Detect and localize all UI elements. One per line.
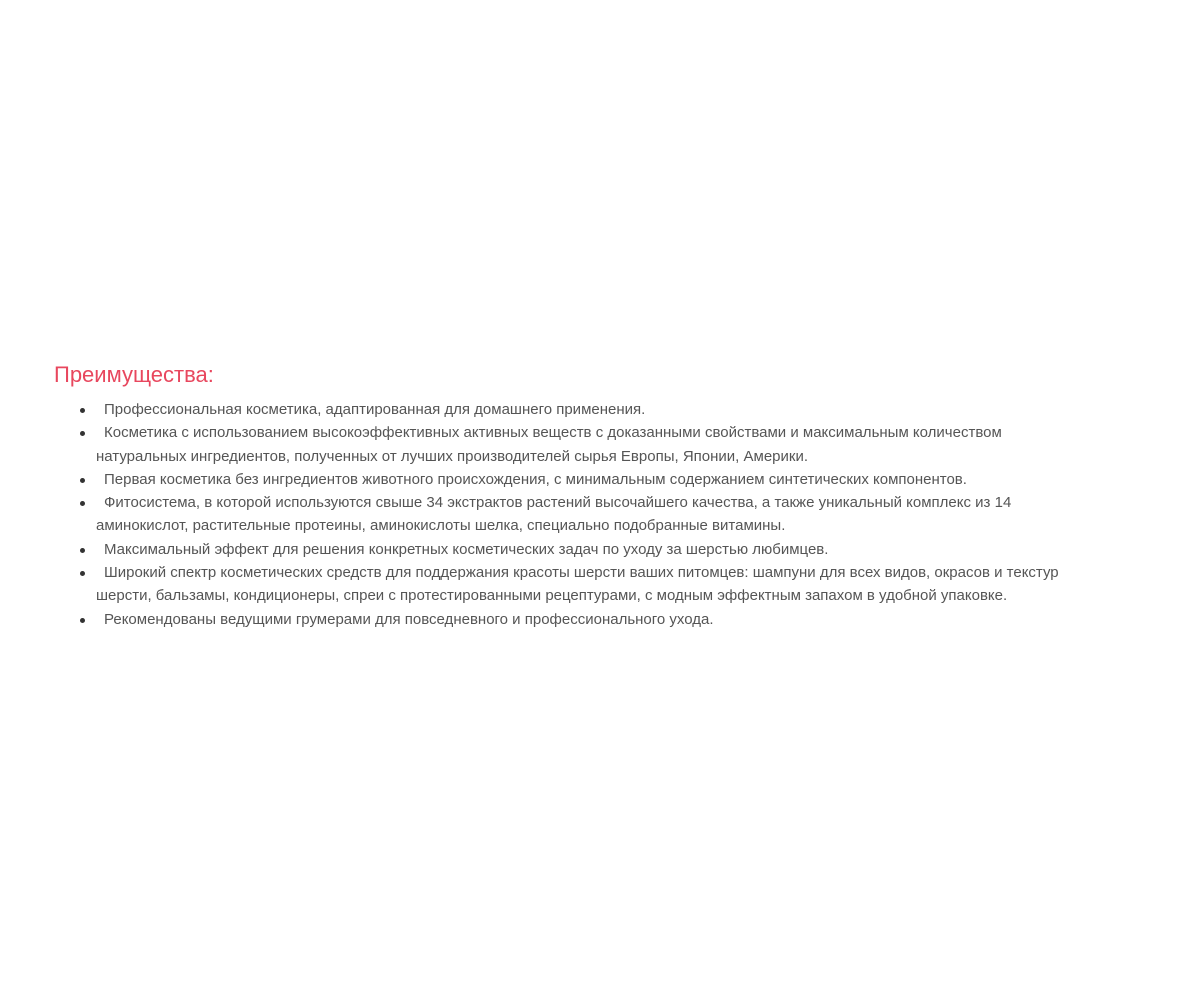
bullet-icon bbox=[80, 478, 85, 483]
section-heading: Преимущества: bbox=[54, 362, 214, 387]
list-item-text: Профессиональная косметика, адаптированная для домашнего применения. bbox=[104, 401, 646, 418]
bullet-icon bbox=[80, 431, 85, 436]
list-item-text: Широкий спектр косметических средств для поддержания красоты шерсти ваших питомцев: шампуни для всех видов, окрасов и текстур шерсти, бальзамы, кондиционеры, спреи с протестированными рецептурами, с модным эффектным запахом в удобной упаковке. bbox=[96, 564, 1059, 605]
list-item bbox=[96, 398, 1094, 421]
list-item bbox=[96, 421, 1094, 468]
list-item-text: Первая косметика без ингредиентов животного происхождения, с минимальным содержанием синтетических компонентов. bbox=[104, 470, 967, 488]
bullet-icon bbox=[80, 408, 85, 413]
bullet-icon bbox=[80, 548, 85, 553]
list-item bbox=[96, 468, 1094, 491]
bullet-icon bbox=[80, 618, 85, 623]
list-item bbox=[96, 538, 1094, 561]
bullet-icon bbox=[80, 571, 85, 576]
benefits-section bbox=[54, 360, 1094, 631]
benefits-list bbox=[54, 398, 1094, 631]
list-item-text: Фитосистема, в которой используются свыше 34 экстрактов растений высочайшего качества, а также уникальный комплекс из 14 аминокислот, растительные протеины, аминокислоты шелка, специально подобранные витамины. bbox=[96, 494, 1012, 535]
list-item-text: Рекомендованы ведущими грумерами для повседневного и профессионального ухода. bbox=[104, 610, 714, 628]
list-item bbox=[96, 561, 1094, 608]
bullet-icon bbox=[80, 501, 85, 506]
list-item-text: Косметика с использованием высокоэффективных активных веществ с доказанными свойствами и максимальным количеством натуральных ингредиентов, полученных от лучших производителей сырья Европы, Японии, Америки. bbox=[96, 424, 1002, 465]
list-item bbox=[96, 608, 1094, 631]
list-item bbox=[96, 491, 1094, 538]
list-item-text: Максимальный эффект для решения конкретных косметических задач по уходу за шерстью любимцев. bbox=[104, 540, 829, 558]
